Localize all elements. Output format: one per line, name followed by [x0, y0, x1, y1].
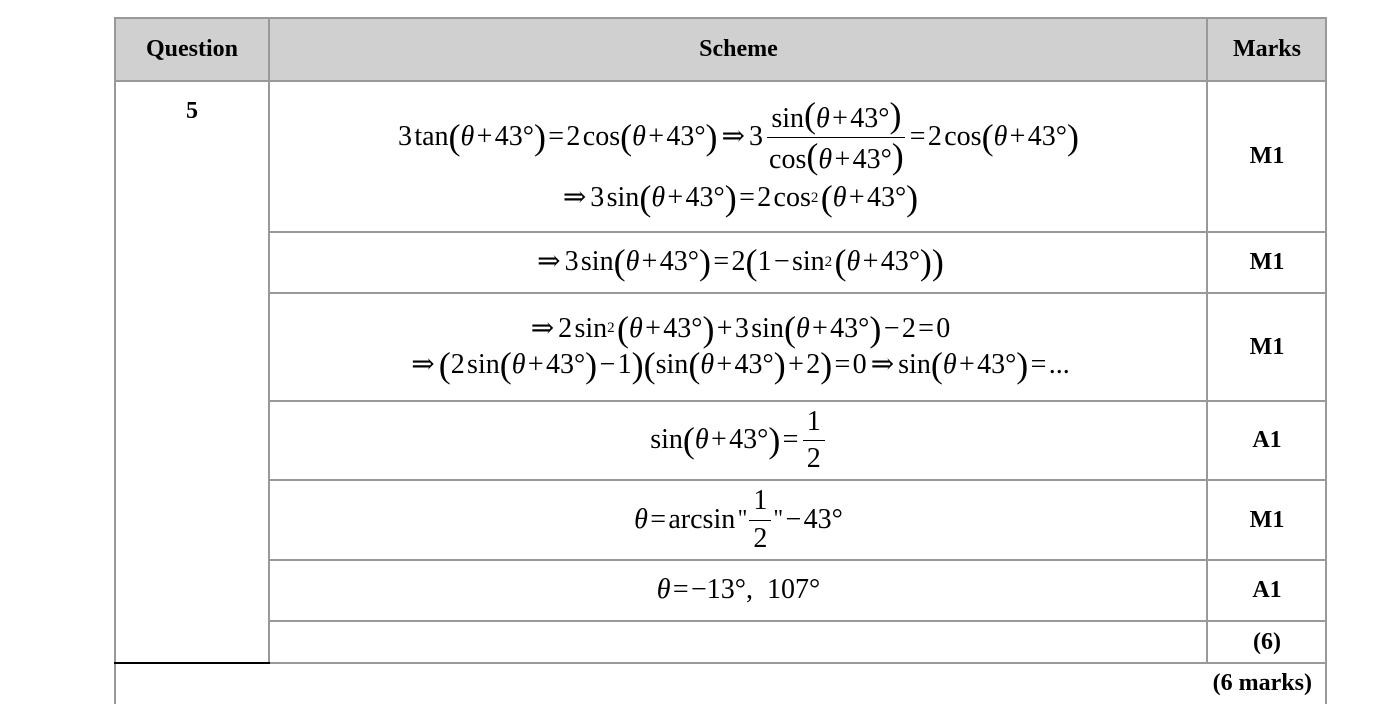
step-3-line-1: ⇒ 2 sin 2 ( θ + 43° ) + 3 sin ( θ + 43° ) − 2 = 0	[530, 308, 951, 349]
step-5-line-1: θ = arcsin " $\frac{1}{2}$ " − 43°	[634, 485, 843, 554]
step-6-line-1: θ = −13°, 107°	[656, 574, 821, 606]
step-3-line-2: ⇒ ( 2 sin ( θ + 43° ) − 1 )( sin ( θ + 43° ) + 2 ) = 0 ⇒ sin ( θ + 43° ) = ...	[411, 345, 1070, 385]
mark-step-2: M1	[1249, 249, 1285, 275]
row-divider	[268, 662, 1327, 664]
question-number: 5	[186, 98, 198, 124]
header-scheme: Scheme	[270, 18, 1207, 81]
step-2-line-1: ⇒ 3 sin ( θ + 43° ) = 2 ( 1 − sin 2 ( θ + 43° ))	[537, 242, 944, 283]
scheme-step-6	[270, 561, 1207, 620]
mark-step-4: A1	[1252, 427, 1282, 453]
mark-step-5: M1	[1249, 506, 1285, 533]
step-1-line-1: 3 tan ( θ + 43° ) = 2 cos ( θ + 43° ) ⇒ 3 $\frac{\sin(\theta + 43^\circ)}{\cos(\theta + 43^\circ)}$ = 2 cos ( θ + 43° )	[397, 94, 1080, 176]
border-top	[114, 17, 1327, 19]
scheme-step-4	[270, 402, 1207, 479]
scheme-step-2	[270, 233, 1207, 292]
scheme-step-5	[270, 481, 1207, 559]
header-marks: Marks	[1208, 18, 1326, 81]
mark-step-6: A1	[1252, 577, 1282, 603]
scheme-step-3	[270, 294, 1207, 400]
scheme-step-1	[270, 82, 1207, 231]
step-4-line-1: sin ( θ + 43° ) = $\frac{1}{2}$	[650, 406, 827, 475]
total-marks: (6 marks)	[1212, 670, 1312, 696]
row-divider	[268, 620, 1327, 622]
header-question: Question	[116, 18, 268, 81]
mark-step-1: M1	[1249, 143, 1285, 169]
question-column-bottom	[114, 662, 270, 664]
mark-step-3: M1	[1249, 333, 1285, 360]
subtotal-marks: (6)	[1253, 628, 1281, 655]
step-1-line-2: ⇒ 3 sin ( θ + 43° ) = 2 cos 2 ( θ + 43° )	[562, 177, 919, 218]
